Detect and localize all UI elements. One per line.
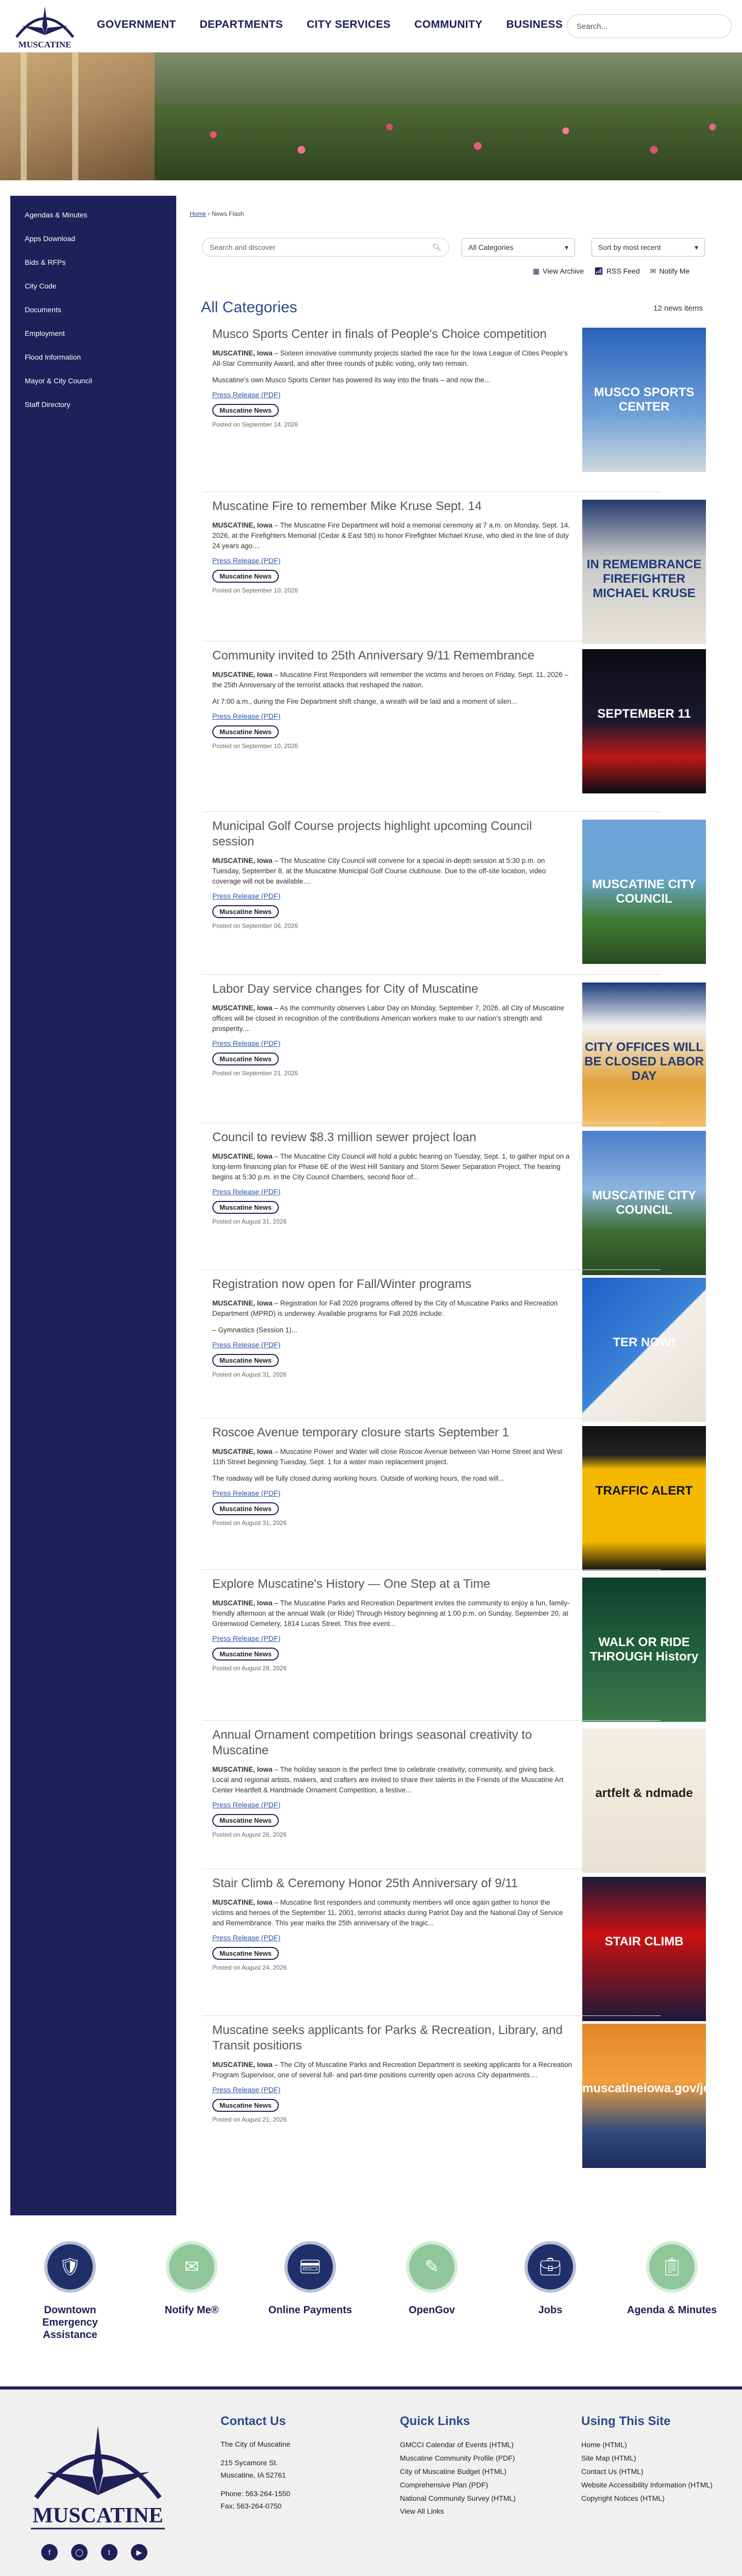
sort-select-value: Sort by most recent xyxy=(598,243,661,251)
news-lead: MUSCATINE, Iowa xyxy=(212,1004,273,1012)
chevron-down-icon: ▾ xyxy=(694,243,698,251)
news-title[interactable]: Explore Muscatine's History — One Step at a Time xyxy=(212,1577,491,1591)
news-summary xyxy=(212,670,573,690)
news-summary-more: The roadway will be fully closed during working hours. Outside of working hours, the road will... xyxy=(212,1475,504,1482)
category-badge[interactable]: Muscatine News xyxy=(212,905,279,918)
posted-date: Posted on September 10, 2026 xyxy=(212,742,298,750)
news-title[interactable]: Muscatine seeks applicants for Parks & Recreation, Library, and Transit positions xyxy=(212,2023,563,2053)
thumbnail-caption: muscatineiowa.gov/jobs xyxy=(582,2081,726,2095)
news-title[interactable]: Registration now open for Fall/Winter programs xyxy=(212,1277,471,1291)
news-title[interactable]: Community invited to 25th Anniversary 9/11 Remembrance xyxy=(212,649,535,663)
news-summary xyxy=(212,856,573,887)
news-summary xyxy=(212,1447,573,1467)
main-nav xyxy=(97,19,563,31)
sort-select[interactable] xyxy=(592,238,705,257)
quick-link-label: Online Payments xyxy=(268,2304,352,2316)
posted-date: Posted on August 31, 2026 xyxy=(212,1371,287,1378)
news-body: – Sixteen innovative community projects started the race for the Iowa League of Cities People's All-Star Community Award, and after three rounds of public voting, only two remain. xyxy=(212,349,568,367)
news-summary xyxy=(212,1003,573,1034)
news-tools xyxy=(533,267,689,276)
shield-icon: 🛡︎ xyxy=(44,2241,96,2293)
news-thumbnail[interactable] xyxy=(582,1877,706,2021)
news-separator xyxy=(202,974,661,975)
news-lead: MUSCATINE, Iowa xyxy=(212,1766,273,1773)
thumbnail-caption: SEPTEMBER 11 xyxy=(597,707,691,721)
footer-site-link[interactable]: Site Map (HTML) xyxy=(581,2454,636,2462)
news-lead: MUSCATINE, Iowa xyxy=(212,2061,273,2069)
breadcrumb xyxy=(190,210,244,217)
news-lead: MUSCATINE, Iowa xyxy=(212,1899,273,1906)
nav-community[interactable]: COMMUNITY xyxy=(414,19,483,30)
sidebar-item-agendas[interactable]: Agendas & Minutes xyxy=(25,211,88,219)
nav-government[interactable]: GOVERNMENT xyxy=(97,19,176,30)
news-body: – The holiday season is the perfect time to celebrate creativity, community, and giving back. Local and regional artists, makers, and crafters are invited to share their talents in the Friends of the Muscatine Art Center Heartfelt & Handmade Ornament Competition, a festive... xyxy=(212,1766,564,1794)
sidebar-item-apps[interactable]: Apps Download xyxy=(25,234,76,243)
posted-date: Posted on August 28, 2026 xyxy=(212,1665,287,1672)
news-title[interactable]: Muscatine Fire to remember Mike Kruse Sept. 14 xyxy=(212,499,482,513)
category-select[interactable] xyxy=(462,238,575,257)
notify-label: Notify Me xyxy=(659,267,690,275)
footer-fax: Fax: 563-264-0750 xyxy=(221,2502,282,2510)
category-select-value: All Categories xyxy=(468,243,514,251)
news-summary-more: At 7:00 a.m., during the Fire Department shift change, a wreath will be laid and a moment of silen... xyxy=(212,698,517,705)
sidebar-item-city-code[interactable]: City Code xyxy=(25,282,57,290)
news-summary xyxy=(212,1897,573,1928)
news-body: – Muscatine Power and Water will close Roscoe Avenue between Van Horne Street and West 11th Street beginning Tuesday, Sept. 1 for a water main replacement project. xyxy=(212,1448,563,1466)
muscatine-logo[interactable] xyxy=(11,3,78,50)
footer-quick-links xyxy=(400,2414,516,2517)
press-release-link[interactable]: Press Release (PDF) xyxy=(212,1934,281,1942)
news-title[interactable]: Council to review $8.3 million sewer project loan xyxy=(212,1130,477,1144)
news-body: – The Muscatine Fire Department will hold a memorial ceremony at 7 a.m. on Monday, Sept. 14, 2026, at the Firefighters Memorial (Cedar & East 5th) to honor Firefighter Michael Kruse, who died in the line of duty 24 years ago.... xyxy=(212,521,570,550)
sidebar-item-employment[interactable]: Employment xyxy=(25,329,65,337)
footer-quick-title: Quick Links xyxy=(400,2414,470,2428)
news-separator xyxy=(202,1269,661,1270)
quick-link[interactable] xyxy=(620,2241,723,2316)
news-summary xyxy=(212,2060,573,2080)
credit-card-icon: 💳︎ xyxy=(284,2241,336,2293)
press-release-link[interactable]: Press Release (PDF) xyxy=(212,2086,281,2094)
hero-banner xyxy=(0,53,742,180)
instagram-icon[interactable]: ◯ xyxy=(71,2544,88,2561)
footer-site-link[interactable]: Contact Us (HTML) xyxy=(581,2467,644,2476)
news-search-input[interactable] xyxy=(202,238,449,257)
rss-feed-link[interactable] xyxy=(594,267,639,276)
news-thumbnail[interactable] xyxy=(582,1278,706,1422)
news-body: – The City of Muscatine Parks and Recreation Department is seeking applicants for a Recreation Program Supervisor, one of several full- and part-time positions currently open across City departments.... xyxy=(212,2061,572,2079)
news-thumbnail[interactable] xyxy=(582,500,706,644)
envelope-icon: ✉ xyxy=(166,2241,217,2293)
thumbnail-caption: MUSCO SPORTS CENTER xyxy=(594,385,695,414)
footer-view-all-link[interactable]: View All Links xyxy=(400,2507,444,2515)
view-archive-label: View Archive xyxy=(543,267,584,275)
category-badge[interactable]: Muscatine News xyxy=(212,1947,279,1960)
news-body: – The Muscatine Parks and Recreation Department invites the community to enjoy a fun, family-friendly afternoon at the annual Walk (or Ride) Through History beginning at 1:00 p.m. on Sunday, September 20, at Greenwood Cemetery, 1814 Lucas Street. This free event... xyxy=(212,1599,570,1628)
news-separator xyxy=(202,1569,661,1570)
site-search-input[interactable] xyxy=(567,14,732,38)
press-release-link[interactable]: Press Release (PDF) xyxy=(212,1188,281,1196)
news-body: – The Muscatine City Council will hold a public hearing on Tuesday, Sept. 1, to gather input on a long-term financing plan for Phase 6E of the West Hill Sanitary and Storm Sewer Separation Project. The hearing begins at 5:30 p.m. in the City Council Chambers, second floor of... xyxy=(212,1153,570,1181)
posted-date: Posted on September 14, 2026 xyxy=(212,421,298,428)
footer-quick-link[interactable]: City of Muscatine Budget (HTML) xyxy=(400,2467,507,2476)
footer-site-link[interactable]: Website Accessibility Information (HTML) xyxy=(581,2481,713,2489)
twitter-icon[interactable]: t xyxy=(101,2544,117,2561)
category-badge[interactable]: Muscatine News xyxy=(212,570,279,583)
thumbnail-caption: TRAFFIC ALERT xyxy=(595,1484,693,1498)
quick-link-label: Jobs xyxy=(538,2304,563,2316)
nav-city-services[interactable]: CITY SERVICES xyxy=(307,19,391,30)
posted-date: Posted on August 24, 2026 xyxy=(212,1964,287,1971)
news-summary xyxy=(212,520,573,551)
news-title[interactable]: Musco Sports Center in finals of People's Choice competition xyxy=(212,327,547,341)
footer-addr2: Muscatine, IA 52761 xyxy=(221,2471,286,2479)
category-title: All Categories xyxy=(201,299,297,316)
facebook-icon[interactable]: f xyxy=(41,2544,58,2561)
news-thumbnail[interactable] xyxy=(582,328,706,472)
news-thumbnail[interactable] xyxy=(582,1578,706,1722)
footer-quick-link[interactable]: Muscatine Community Profile (PDF) xyxy=(400,2454,515,2462)
thumbnail-caption: MUSCATINE CITY COUNCIL xyxy=(592,877,697,906)
news-lead: MUSCATINE, Iowa xyxy=(212,521,273,529)
footer-org: The City of Muscatine xyxy=(221,2440,291,2448)
quick-link[interactable] xyxy=(499,2241,602,2316)
news-summary xyxy=(212,348,573,369)
footer-contact xyxy=(221,2414,290,2512)
news-title[interactable]: Annual Ornament competition brings seasonal creativity to Muscatine xyxy=(212,1728,532,1757)
news-body: – Registration for Fall 2026 programs offered by the City of Muscatine Parks and Recreation Department (MPRD) is underway. Available programs for Fall 2026 include: xyxy=(212,1299,558,1317)
social-links xyxy=(41,2544,147,2561)
news-lead: MUSCATINE, Iowa xyxy=(212,349,273,357)
nav-departments[interactable]: DEPARTMENTS xyxy=(199,19,283,30)
rss-label: RSS Feed xyxy=(606,267,640,275)
envelope-icon: ✉ xyxy=(650,267,656,275)
footer-site-link[interactable]: Home (HTML) xyxy=(581,2441,627,2449)
news-thumbnail[interactable] xyxy=(582,1728,706,1873)
clipboard-icon: 📋︎ xyxy=(646,2241,698,2293)
news-body: – The Muscatine City Council will convene for a special in-depth session at 5:30 p.m. on Tuesday, September 8, at the Muscatine Municipal Golf Course clubhouse. Due to the off-site location, video coverage will not be available.... xyxy=(212,857,546,885)
quick-links-bar xyxy=(0,2241,742,2375)
thumbnail-caption: artfelt & ndmade xyxy=(595,1786,693,1800)
category-badge[interactable]: Muscatine News xyxy=(212,1201,279,1214)
news-summary-more: – Gymnastics (Session 1)... xyxy=(212,1326,298,1334)
news-summary xyxy=(212,1598,573,1629)
posted-date: Posted on September 06, 2026 xyxy=(212,922,298,929)
posted-date: Posted on August 21, 2026 xyxy=(212,2116,287,2123)
footer-site-links xyxy=(581,2414,731,2505)
news-thumbnail[interactable] xyxy=(582,1131,706,1275)
press-release-link[interactable]: Press Release (PDF) xyxy=(212,556,281,565)
view-archive-link[interactable] xyxy=(533,267,584,276)
sidebar-item-staff[interactable]: Staff Directory xyxy=(25,400,71,409)
thumbnail-caption: STAIR CLIMB xyxy=(604,1935,684,1948)
footer-site-title: Using This Site xyxy=(581,2414,671,2428)
press-release-link[interactable]: Press Release (PDF) xyxy=(212,1039,281,1047)
svg-text:MUSCATINE: MUSCATINE xyxy=(18,40,72,49)
posted-date: Posted on September 21, 2026 xyxy=(212,1070,298,1077)
quick-link-label: Downtown Emergency Assistance xyxy=(42,2304,98,2341)
press-release-link[interactable]: Press Release (PDF) xyxy=(212,1801,281,1809)
footer-quick-link[interactable]: Comprehensive Plan (PDF) xyxy=(400,2481,488,2489)
news-lead: MUSCATINE, Iowa xyxy=(212,1599,273,1607)
news-lead: MUSCATINE, Iowa xyxy=(212,1299,273,1307)
news-summary xyxy=(212,1151,573,1182)
news-search-placeholder: Search and discover xyxy=(210,243,276,251)
category-badge[interactable]: Muscatine News xyxy=(212,1354,279,1367)
sidebar-item-documents[interactable]: Documents xyxy=(25,306,61,314)
sidebar-item-flood[interactable]: Flood Information xyxy=(25,353,81,361)
quick-link[interactable] xyxy=(140,2241,243,2316)
search-icon[interactable]: 🔍︎ xyxy=(432,243,442,251)
footer-contact-title: Contact Us xyxy=(221,2414,286,2428)
news-title[interactable]: Roscoe Avenue temporary closure starts September 1 xyxy=(212,1426,509,1439)
search-placeholder: Search... xyxy=(577,22,608,31)
chevron-down-icon: ▾ xyxy=(564,243,568,251)
rss-icon: 📶︎ xyxy=(594,267,603,275)
sidebar-nav xyxy=(10,196,176,2215)
site-header xyxy=(0,0,742,53)
posted-date: Posted on August 31, 2026 xyxy=(212,1218,287,1225)
news-thumbnail[interactable] xyxy=(582,982,706,1127)
banner-flowers-image xyxy=(155,104,742,180)
news-title[interactable]: Stair Climb & Ceremony Honor 25th Anniversary of 9/11 xyxy=(212,1876,518,1890)
nav-business[interactable]: BUSINESS xyxy=(506,19,563,30)
news-count: 12 news items xyxy=(653,304,703,313)
news-body: – As the community observes Labor Day on Monday, September 7, 2026, all City of Muscatine offices will be closed in recognition of the contributions American workers make to our nation's strength and prosperity.... xyxy=(212,1004,565,1032)
category-badge[interactable]: Muscatine News xyxy=(212,2099,279,2112)
category-badge[interactable]: Muscatine News xyxy=(212,725,279,738)
news-lead: MUSCATINE, Iowa xyxy=(212,671,273,679)
document-icon: ✎ xyxy=(406,2241,458,2293)
news-summary xyxy=(212,1298,573,1319)
posted-date: Posted on August 31, 2026 xyxy=(212,1519,287,1527)
news-thumbnail[interactable] xyxy=(582,2024,726,2168)
posted-date: Posted on September 10, 2026 xyxy=(212,587,298,594)
quick-link-label: Notify Me® xyxy=(164,2304,219,2316)
archive-icon: ▦ xyxy=(533,267,540,275)
footer-quick-link[interactable]: National Community Survey (HTML) xyxy=(400,2494,516,2502)
thumbnail-caption: WALK OR RIDE THROUGH History xyxy=(589,1635,699,1664)
thumbnail-caption: MUSCATINE CITY COUNCIL xyxy=(592,1189,697,1217)
breadcrumb-home[interactable]: Home xyxy=(190,210,207,217)
news-title[interactable]: Labor Day service changes for City of Muscatine xyxy=(212,982,479,996)
news-title[interactable]: Municipal Golf Course projects highlight upcoming Council session xyxy=(212,819,532,849)
category-badge[interactable]: Muscatine News xyxy=(212,1648,279,1660)
news-body: – Muscatine first responders and community members will once again gather to honor the victims and heroes of the September 11, 2001, terrorist attacks during Patriot Day and the National Day of Service and Remembrance. This year marks the 25th anniversary of the tragic... xyxy=(212,1899,563,1927)
breadcrumb-sep: › xyxy=(208,210,210,217)
footer-addr1: 215 Sycamore St. xyxy=(221,2459,278,2467)
news-thumbnail[interactable] xyxy=(582,649,706,793)
news-lead: MUSCATINE, Iowa xyxy=(212,1153,273,1160)
news-lead: MUSCATINE, Iowa xyxy=(212,857,273,865)
posted-date: Posted on August 26, 2026 xyxy=(212,1831,287,1838)
footer-phone: Phone: 563-264-1550 xyxy=(221,2489,291,2498)
banner-post xyxy=(72,53,78,180)
thumbnail-caption: TER NOW! xyxy=(613,1335,676,1349)
briefcase-icon: 💼︎ xyxy=(525,2241,576,2293)
press-release-link[interactable]: Press Release (PDF) xyxy=(212,1634,281,1642)
youtube-icon[interactable]: ▶ xyxy=(131,2544,147,2561)
footer-muscatine-logo[interactable] xyxy=(21,2420,175,2539)
category-badge[interactable]: Muscatine News xyxy=(212,1502,279,1515)
footer-quick-link[interactable]: GMCCI Calendar of Events (HTML) xyxy=(400,2441,514,2449)
news-separator xyxy=(202,1720,661,1721)
banner-post xyxy=(21,53,27,180)
news-summary-more: Muscatine's own Musco Sports Center has powered its way into the finals – and now the... xyxy=(212,376,491,384)
quick-link-label: Agenda & Minutes xyxy=(627,2304,717,2316)
thumbnail-caption: IN REMEMBRANCE FIREFIGHTER MICHAEL KRUSE xyxy=(586,557,702,600)
quick-link[interactable] xyxy=(19,2241,122,2341)
news-summary xyxy=(212,1765,573,1795)
news-separator xyxy=(202,811,661,812)
sidebar-item-mayor[interactable]: Mayor & City Council xyxy=(25,377,92,385)
news-lead: MUSCATINE, Iowa xyxy=(212,1448,273,1455)
sidebar-item-bids[interactable]: Bids & RFPs xyxy=(25,258,66,266)
press-release-link[interactable]: Press Release (PDF) xyxy=(212,391,281,399)
news-separator xyxy=(202,2015,661,2016)
site-footer xyxy=(0,2386,742,2576)
quick-link-label: OpenGov xyxy=(408,2304,455,2316)
press-release-link[interactable]: Press Release (PDF) xyxy=(212,1341,281,1349)
quick-link[interactable] xyxy=(380,2241,483,2316)
category-badge[interactable]: Muscatine News xyxy=(212,1053,279,1065)
svg-text:MUSCATINE: MUSCATINE xyxy=(32,2504,163,2528)
category-badge[interactable]: Muscatine News xyxy=(212,404,279,417)
press-release-link[interactable]: Press Release (PDF) xyxy=(212,1489,281,1497)
category-badge[interactable]: Muscatine News xyxy=(212,1814,279,1827)
news-body: – Muscatine First Responders will remember the victims and heroes on Friday, Sept. 11, 2026 – the 25th Anniversary of the terrorist attacks that reshaped the nation. xyxy=(212,671,569,689)
press-release-link[interactable]: Press Release (PDF) xyxy=(212,892,281,900)
breadcrumb-current: News Flash xyxy=(211,210,244,217)
press-release-link[interactable]: Press Release (PDF) xyxy=(212,712,281,720)
footer-site-link[interactable]: Copyright Notices (HTML) xyxy=(581,2494,665,2502)
notify-me-link[interactable] xyxy=(650,267,690,276)
news-thumbnail[interactable] xyxy=(582,1426,706,1570)
news-thumbnail[interactable] xyxy=(582,820,706,964)
quick-link[interactable] xyxy=(259,2241,362,2316)
thumbnail-caption: CITY OFFICES WILL BE CLOSED LABOR DAY xyxy=(584,1040,704,1083)
